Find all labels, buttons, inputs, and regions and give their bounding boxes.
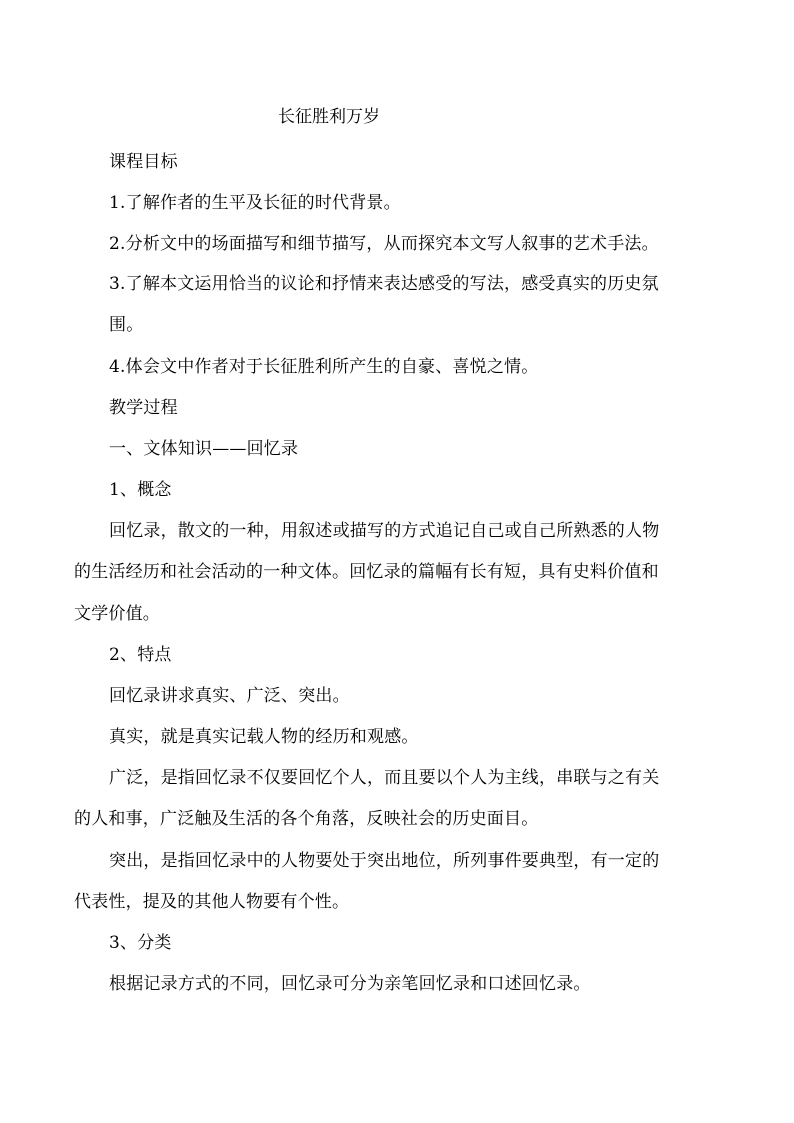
- goal-item: 2.分析文中的场面描写和细节描写，从而探究本文写人叙事的艺术手法。: [109, 234, 659, 254]
- subheading-concept: 1、概念: [109, 480, 172, 500]
- paragraph-line: 突出，是指回忆录中的人物要处于突出地位，所列事件要典型，有一定的: [109, 851, 660, 871]
- paragraph-line: 文学价值。: [74, 604, 160, 624]
- part-heading: 一、文体知识——回忆录: [109, 439, 299, 459]
- paragraph-line: 真实，就是真实记载人物的经历和观感。: [109, 727, 419, 747]
- paragraph-line: 的人和事，广泛触及生活的各个角落，反映社会的历史面目。: [74, 809, 539, 829]
- goal-item: 1.了解作者的生平及长征的时代背景。: [109, 193, 401, 213]
- goal-item-continued: 围。: [109, 315, 144, 335]
- goal-item: 3.了解本文运用恰当的议论和抒情来表达感受的写法，感受真实的历史氛: [109, 274, 659, 294]
- paragraph-line: 回忆录讲求真实、广泛、突出。: [109, 686, 350, 706]
- paragraph-line: 广泛，是指回忆录不仅要回忆个人，而且要以个人为主线，串联与之有关: [109, 768, 660, 788]
- paragraph-line: 的生活经历和社会活动的一种文体。回忆录的篇幅有长有短，具有史料价值和: [74, 562, 659, 582]
- paragraph-line: 根据记录方式的不同，回忆录可分为亲笔回忆录和口述回忆录。: [109, 974, 591, 994]
- subheading-types: 3、分类: [109, 933, 172, 953]
- document-title: 长征胜利万岁: [278, 107, 380, 127]
- goal-item: 4.体会文中作者对于长征胜利所产生的自豪、喜悦之情。: [109, 357, 539, 377]
- section-heading-process: 教学过程: [109, 398, 178, 418]
- paragraph-line: 代表性，提及的其他人物要有个性。: [74, 892, 350, 912]
- section-heading-goals: 课程目标: [109, 152, 178, 172]
- subheading-features: 2、特点: [109, 645, 172, 665]
- paragraph-line: 回忆录，散文的一种，用叙述或描写的方式追记自己或自己所熟悉的人物: [109, 521, 660, 541]
